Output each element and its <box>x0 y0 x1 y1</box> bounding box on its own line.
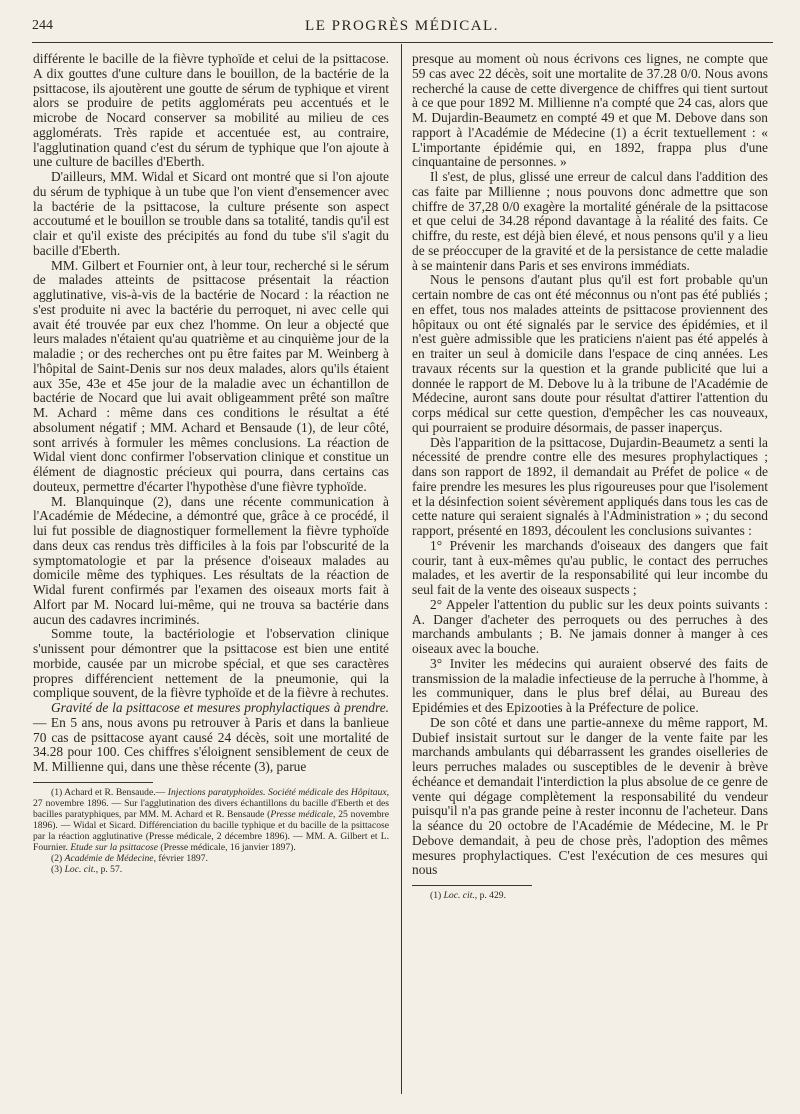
section-title: Gravité de la psittacose et mesures prophylactiques à prendre. <box>51 700 389 715</box>
paragraph: presque au moment où nous écrivons ces lignes, ne compte que 59 cas avec 22 décès, soit une mortalite de 37.28 0/0. Nous avons recherché la cause de cette divergence de chiffres qui tient surtout à ce que pour 1892 M. Millienne n'a compté que 24 cas, alors que M. Dujardin-Beaumetz en compté 49 et que M. Debove dans son rapport à l'Académie de Médecine (1) a écrit textuellement : « L'importante épidémie qui, en 1892, frappa plus d'une cinquantaine de personnes. » <box>412 51 768 170</box>
paragraph: M. Blanquinque (2), dans une récente communication à l'Académie de Médecine, a démontré que, grâce à ce procédé, il lui fut possible de diagnostiquer formellement la fièvre typhoïde dans deux cas rendus très difficiles à la fois par l'obscurité de la symptomatologie et par la présence d'oiseaux malades au domicile même des typhiques. Les résultats de la réaction de Widal furent confirmés par l'examen des oiseaux morts fait à Alfort par M. Nocard lui-même, qui ne trouva sa bactérie dans aucun des cadavres incriminés. <box>33 493 389 627</box>
journal-title: LE PROGRÈS MÉDICAL. <box>305 18 499 34</box>
paragraph: De son côté et dans une partie-annexe du même rapport, M. Dubief insistait surtout sur le danger de la vente faite par les marchands ambulants qui débarrassent les grandes oiselleries de leurs perruches malades ou susceptibles de le devenir à brève échéance et demandait l'interdiction la plus absolue de ce genre de vente qui dégage complètement la responsabilité du vendeur puisqu'il n'a pas grande peine à rester inconnu de l'acheteur. Dans la séance du 20 octobre de l'Académie de Médecine, M. le Pr Debove demandait, à peu de chose près, l'adoption des mêmes mesures prophylactiques. C'est l'exécution de ces mesures qui nous <box>412 714 768 878</box>
section-text: — En 5 ans, nous avons pu retrouver à Paris et dans la banlieue 70 cas de psittacose ayant causé 24 décès, soit une mortalité de 34.28 pour 100. Ces chiffres s'éloignent sensiblement de ceux de M. Millienne qui, dans une thèse récente (3), parue <box>33 714 389 774</box>
right-column <box>412 52 768 901</box>
header-rule <box>32 42 773 43</box>
page-number: 244 <box>32 18 53 33</box>
footnote: (1) Achard et R. Bensaude.— Injections paratyphoïdes. Société médicale des Hôpitaux, 27 novembre 1896. — Sur l'agglutination des divers échantillons du bacille d'Eberth et des bacilles paratyphiques, par MM. M. Achard et R. Bensaude (Presse médicale, 25 novembre 1896). — Widal et Sicard. Différenciation du bacille typhique et du bacille de la psittacose par la réaction agglutinative (Presse médicale, 2 décembre 1896). — MM. A. Gilbert et L. Fournier. Etude sur la psittacose (Presse médicale, 16 janvier 1897). <box>33 786 390 853</box>
paragraph: D'ailleurs, MM. Widal et Sicard ont montré que si l'on ajoute du sérum de typhique à un tube que l'on vient d'ensemencer avec la bactérie de la psittacose, la culture présente son aspect accoutumé et le bouillon se trouble dans sa totalité, tandis qu'il est clair et qu'il existe des précipités au fond du tube s'il s'agit du bacille d'Eberth. <box>33 169 389 258</box>
paragraph: Nous le pensons d'autant plus qu'il est fort probable qu'un certain nombre de cas ont été méconnus ou n'ont pas été publiés ; en effet, tous nos malades atteints de psittacose proviennent des hôpitaux ou ont été signalés par le service des épidémies, et il n'est guère admissible que les praticiens n'aient pas été appelés à en traiter un seul à domicile dans l'espace de cinq années. Les travaux récents sur la question et la grande publicité que lui a donnée le rapport de M. Debove lu à la tribune de l'Académie de Médecine, auront sans doute pour résultat d'attirer l'attention du corps médical sur cette question, d'empêcher les cas nouveaux, qui pourraient se produire désormais, de passer inaperçus. <box>412 272 768 435</box>
left-column <box>33 52 389 875</box>
paragraph: 2° Appeler l'attention du public sur les deux points suivants : A. Danger d'acheter des perroquets ou des perruches à des marchands ambulants ; B. Ne jamais donner à manger à ces oiseaux avec la bouche. <box>412 596 768 656</box>
paragraph: Dès l'apparition de la psittacose, Dujardin-Beaumetz a senti la nécessité de prendre contre elle des mesures prophylactiques ; dans son rapport de 1892, il demandait au Préfet de police « de faire prendre les mesures les plus rigoureuses pour que l'isolement et la désinfection soient sévèrement appliqués dans tous les cas de cette nature qui seraient signalés à l'Administration » ; du second rapport, présenté en 1893, découlent les conclusions suivantes : <box>412 434 768 538</box>
paragraph: 1° Prévenir les marchands d'oiseaux des dangers que fait courir, tant à eux-mêmes qu'au public, le contact des perruches malades, et les avertir de la responsabilité qui leur incombe du seul fait de la vente des oiseaux suspects ; <box>412 537 768 597</box>
footnote-rule <box>412 885 532 886</box>
footnote: (1) Loc. cit., p. 429. <box>430 890 506 901</box>
footnote: (2) Académie de Médecine, février 1897. <box>51 852 208 864</box>
section-paragraph <box>33 701 389 775</box>
page-header <box>32 18 772 40</box>
paragraph: Il s'est, de plus, glissé une erreur de calcul dans l'addition des cas faite par Millienne ; nous pouvons donc admettre que son chiffre de 37,28 0/0 exagère la mortalité générale de la psittacose et que celui de 34.28 répond davantage à la réalité des faits. Ce chiffre, du reste, est déjà bien élevé, et nous pensons qu'il y a lieu de se préoccuper de la gravité et de la persistance de cette maladie à se maintenir dans Paris et ses environs immédiats. <box>412 169 768 273</box>
footnote: (3) Loc. cit., p. 57. <box>51 863 123 875</box>
paragraph: 3° Inviter les médecins qui auraient observé des faits de transmission de la maladie infectieuse de la perruche à l'homme, à les communiquer, dans le plus bref délai, au Bureau des Epidémies et des Epizooties à la Préfecture de police. <box>412 655 768 715</box>
paragraph: MM. Gilbert et Fournier ont, à leur tour, recherché si le sérum de malades atteints de psittacose présentait la réaction agglutinative, vis-à-vis de la bactérie de Nocard : la réaction ne s'est produite ni avec la bactérie du perroquet, ni avec celle qui avait été trouvée par eux chez l'homme. On leur a objecté que leurs malades n'étaient qu'au quatrième et au cinquième jour de la maladie ; or des recherches ont pu être faites par M. Weinberg à l'hôpital de Saint-Denis sur nos deux malades, alors qu'ils étaient aux 35e, 43e et 45e jour de la maladie avec un échantillon de bactérie de Nocard que lui avait obligeamment prêté son maître M. Achard : même dans ces conditions le résultat a été absolument négatif ; MM. Achard et Bensaude (1), de leur côté, sont arrivés à formuler les mêmes conclusions. La réaction de Widal vient donc confirmer l'observation clinique et constitue un élément de diagnostic précieux qui pourra, dans certains cas douteux, permettre d'écarter l'hypothèse d'une fièvre typhoïde. <box>33 257 389 494</box>
paragraph: Somme toute, la bactériologie et l'observation clinique s'unissent pour démontrer que la psittacose est bien une entité morbide, causée par un microbe spécial, et que ses caractères propres différencient nettement de la pneumonie, qui la complique souvent, de la fièvre typhoïde et de la fièvre à rechutes. <box>33 626 389 701</box>
column-divider <box>401 44 402 1094</box>
footnote-rule <box>33 782 153 783</box>
paragraph: différente le bacille de la fièvre typhoïde et celui de la psittacose. A dix gouttes d'une culture dans le bouillon, de la bactérie de la psittacose, ils ajoutèrent une goutte de sérum de typhique et virent alors se produire de petits agglomérats peu accentués et le microbe de Nocard conserver sa mobilité au milieu de ces agglomérats. Très rapide et accentuée est, au contraire, l'agglutination quand c'est du sérum de typhique que l'on ajoute à une culture de bacilles d'Eberth. <box>33 51 389 170</box>
footnotes <box>33 787 389 875</box>
